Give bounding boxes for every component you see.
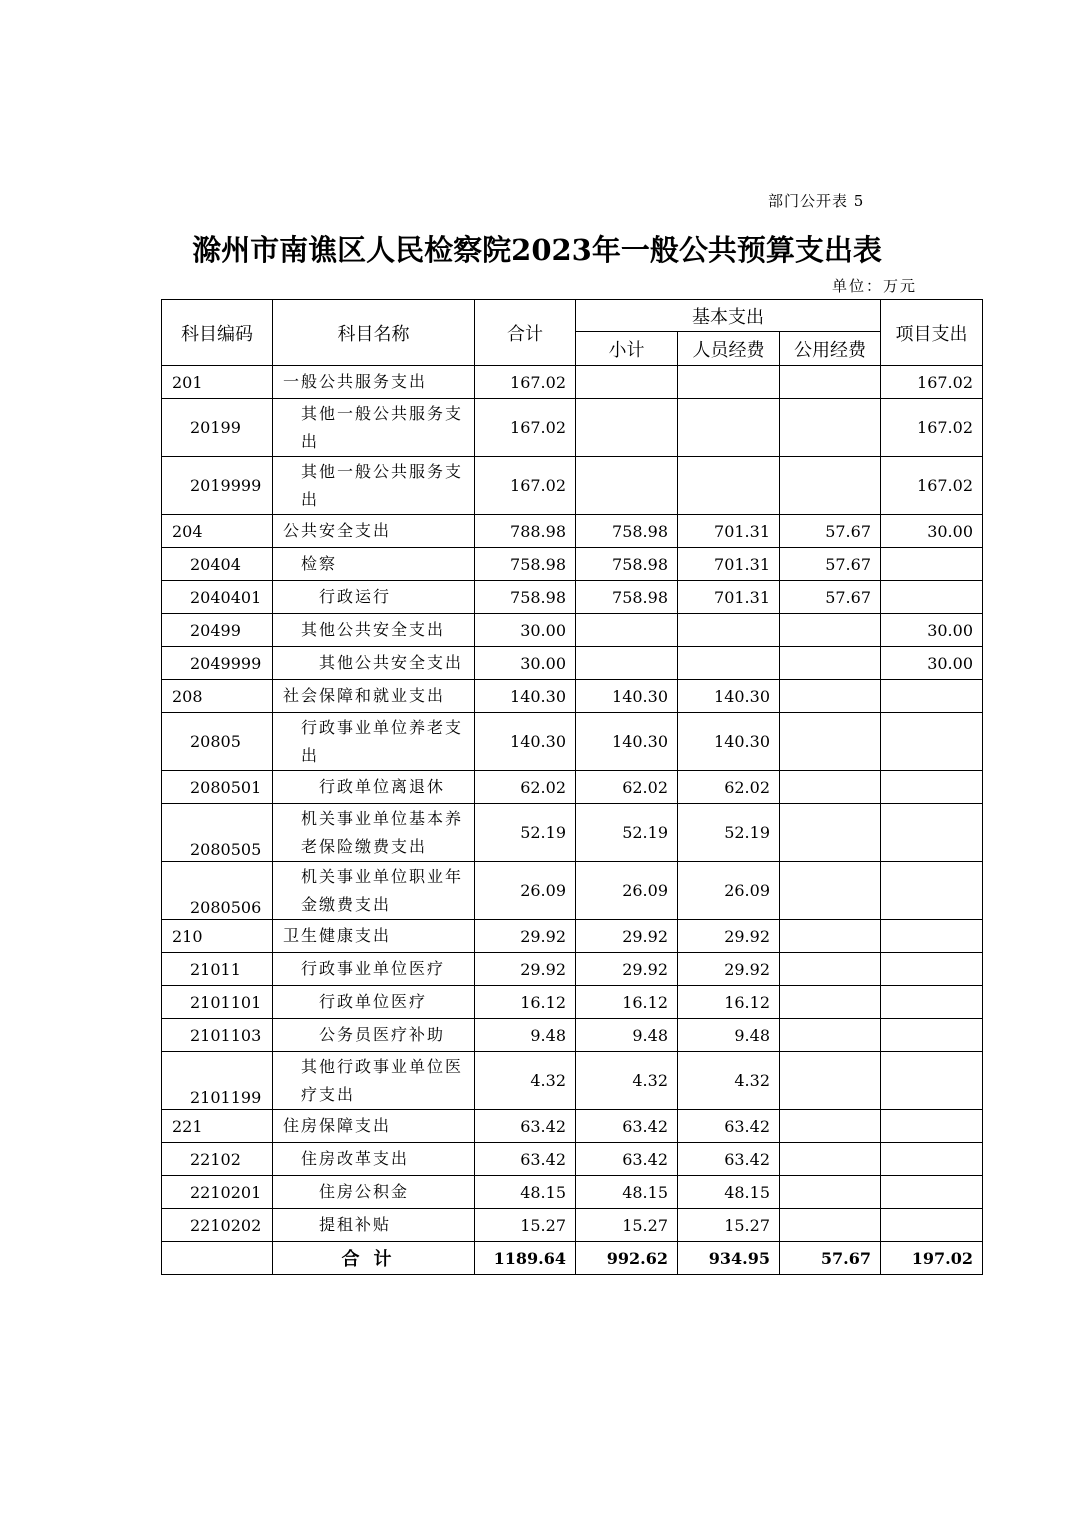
row-code: 2080505 bbox=[162, 804, 273, 862]
row-name: 机关事业单位职业年金缴费支出 bbox=[273, 862, 475, 920]
row-personnel: 29.92 bbox=[678, 953, 780, 986]
page-title: 滁州市南谯区人民检察院2023年一般公共预算支出表 bbox=[192, 233, 882, 267]
row-public bbox=[780, 1176, 881, 1209]
row-name: 行政运行 bbox=[273, 581, 475, 614]
row-personnel bbox=[678, 647, 780, 680]
table-row bbox=[162, 986, 983, 1019]
row-personnel: 63.42 bbox=[678, 1143, 780, 1176]
table-row bbox=[162, 581, 983, 614]
header-total: 合计 bbox=[475, 300, 576, 366]
row-public: 57.67 bbox=[780, 581, 881, 614]
row-personnel: 26.09 bbox=[678, 862, 780, 920]
row-total: 788.98 bbox=[475, 515, 576, 548]
row-personnel bbox=[678, 399, 780, 457]
row-personnel bbox=[678, 614, 780, 647]
row-code: 221 bbox=[162, 1110, 273, 1143]
row-personnel: 701.31 bbox=[678, 548, 780, 581]
row-total: 63.42 bbox=[475, 1110, 576, 1143]
row-project bbox=[881, 1143, 983, 1176]
row-total: 16.12 bbox=[475, 986, 576, 1019]
row-project bbox=[881, 1209, 983, 1242]
row-project bbox=[881, 953, 983, 986]
row-code: 2019999 bbox=[162, 457, 273, 515]
table-row bbox=[162, 1110, 983, 1143]
row-total: 15.27 bbox=[475, 1209, 576, 1242]
header-project: 项目支出 bbox=[881, 300, 983, 366]
row-project: 30.00 bbox=[881, 647, 983, 680]
header-personnel: 人员经费 bbox=[678, 332, 780, 366]
row-code: 21011 bbox=[162, 953, 273, 986]
row-subtotal: 9.48 bbox=[576, 1019, 678, 1052]
total-subtotal: 992.62 bbox=[576, 1242, 678, 1275]
row-name: 住房保障支出 bbox=[273, 1110, 475, 1143]
row-project bbox=[881, 548, 983, 581]
row-subtotal: 63.42 bbox=[576, 1143, 678, 1176]
row-name: 卫生健康支出 bbox=[273, 920, 475, 953]
row-project bbox=[881, 680, 983, 713]
row-personnel: 62.02 bbox=[678, 771, 780, 804]
row-personnel: 63.42 bbox=[678, 1110, 780, 1143]
row-project: 167.02 bbox=[881, 399, 983, 457]
row-project bbox=[881, 1019, 983, 1052]
row-code: 201 bbox=[162, 366, 273, 399]
row-personnel: 140.30 bbox=[678, 713, 780, 771]
row-code: 20805 bbox=[162, 713, 273, 771]
row-name: 公务员医疗补助 bbox=[273, 1019, 475, 1052]
row-project: 167.02 bbox=[881, 366, 983, 399]
table-row bbox=[162, 920, 983, 953]
row-total: 29.92 bbox=[475, 953, 576, 986]
row-project: 30.00 bbox=[881, 515, 983, 548]
table-row bbox=[162, 457, 983, 515]
row-subtotal: 140.30 bbox=[576, 713, 678, 771]
row-subtotal: 4.32 bbox=[576, 1052, 678, 1110]
row-public bbox=[780, 953, 881, 986]
row-project bbox=[881, 1052, 983, 1110]
table-row bbox=[162, 804, 983, 862]
row-total: 30.00 bbox=[475, 614, 576, 647]
row-total: 52.19 bbox=[475, 804, 576, 862]
unit-label: 单位：万元 bbox=[832, 277, 918, 295]
table-row bbox=[162, 399, 983, 457]
table-row bbox=[162, 680, 983, 713]
table-row bbox=[162, 1143, 983, 1176]
row-project bbox=[881, 920, 983, 953]
total-project: 197.02 bbox=[881, 1242, 983, 1275]
row-personnel: 15.27 bbox=[678, 1209, 780, 1242]
table-row bbox=[162, 713, 983, 771]
row-public bbox=[780, 862, 881, 920]
row-project bbox=[881, 862, 983, 920]
row-code: 20499 bbox=[162, 614, 273, 647]
row-code: 2101101 bbox=[162, 986, 273, 1019]
row-name: 公共安全支出 bbox=[273, 515, 475, 548]
row-subtotal: 758.98 bbox=[576, 548, 678, 581]
row-name: 行政单位医疗 bbox=[273, 986, 475, 1019]
row-name: 行政单位离退休 bbox=[273, 771, 475, 804]
header-basic-group: 基本支出 bbox=[576, 300, 881, 332]
row-public: 57.67 bbox=[780, 548, 881, 581]
row-public bbox=[780, 713, 881, 771]
row-subtotal: 26.09 bbox=[576, 862, 678, 920]
row-name: 一般公共服务支出 bbox=[273, 366, 475, 399]
row-name: 其他公共安全支出 bbox=[273, 614, 475, 647]
row-public bbox=[780, 1143, 881, 1176]
row-public bbox=[780, 1209, 881, 1242]
row-public bbox=[780, 366, 881, 399]
row-public bbox=[780, 614, 881, 647]
row-project bbox=[881, 713, 983, 771]
row-code: 2040401 bbox=[162, 581, 273, 614]
total-label: 合计 bbox=[273, 1242, 475, 1275]
row-code: 208 bbox=[162, 680, 273, 713]
table-row bbox=[162, 953, 983, 986]
row-public bbox=[780, 920, 881, 953]
total-code bbox=[162, 1242, 273, 1275]
row-personnel: 701.31 bbox=[678, 581, 780, 614]
row-total: 63.42 bbox=[475, 1143, 576, 1176]
row-total: 26.09 bbox=[475, 862, 576, 920]
header-name: 科目名称 bbox=[273, 300, 475, 366]
table-row bbox=[162, 647, 983, 680]
row-code: 22102 bbox=[162, 1143, 273, 1176]
row-code: 2210202 bbox=[162, 1209, 273, 1242]
table-row bbox=[162, 548, 983, 581]
header-code: 科目编码 bbox=[162, 300, 273, 366]
row-public bbox=[780, 680, 881, 713]
row-public bbox=[780, 804, 881, 862]
row-total: 758.98 bbox=[475, 581, 576, 614]
row-subtotal bbox=[576, 457, 678, 515]
row-public bbox=[780, 1052, 881, 1110]
row-name: 提租补贴 bbox=[273, 1209, 475, 1242]
table-row bbox=[162, 515, 983, 548]
row-public bbox=[780, 647, 881, 680]
row-name: 住房公积金 bbox=[273, 1176, 475, 1209]
row-total: 30.00 bbox=[475, 647, 576, 680]
row-personnel bbox=[678, 457, 780, 515]
table-row bbox=[162, 862, 983, 920]
row-personnel: 9.48 bbox=[678, 1019, 780, 1052]
row-project: 30.00 bbox=[881, 614, 983, 647]
row-subtotal bbox=[576, 399, 678, 457]
row-name: 其他行政事业单位医疗支出 bbox=[273, 1052, 475, 1110]
row-total: 167.02 bbox=[475, 399, 576, 457]
row-name: 机关事业单位基本养老保险缴费支出 bbox=[273, 804, 475, 862]
row-code: 2101199 bbox=[162, 1052, 273, 1110]
row-subtotal: 52.19 bbox=[576, 804, 678, 862]
row-public bbox=[780, 1110, 881, 1143]
row-total: 48.15 bbox=[475, 1176, 576, 1209]
row-total: 4.32 bbox=[475, 1052, 576, 1110]
row-code: 20199 bbox=[162, 399, 273, 457]
table-row bbox=[162, 1052, 983, 1110]
row-code: 2049999 bbox=[162, 647, 273, 680]
row-project bbox=[881, 771, 983, 804]
row-name: 行政事业单位医疗 bbox=[273, 953, 475, 986]
row-personnel: 29.92 bbox=[678, 920, 780, 953]
row-name: 行政事业单位养老支出 bbox=[273, 713, 475, 771]
row-public bbox=[780, 399, 881, 457]
row-code: 20404 bbox=[162, 548, 273, 581]
row-name: 其他公共安全支出 bbox=[273, 647, 475, 680]
row-total: 29.92 bbox=[475, 920, 576, 953]
row-public bbox=[780, 771, 881, 804]
total-total: 1189.64 bbox=[475, 1242, 576, 1275]
row-subtotal bbox=[576, 366, 678, 399]
row-code: 204 bbox=[162, 515, 273, 548]
row-project: 167.02 bbox=[881, 457, 983, 515]
table-row bbox=[162, 366, 983, 399]
row-code: 2080501 bbox=[162, 771, 273, 804]
row-subtotal bbox=[576, 647, 678, 680]
row-subtotal: 758.98 bbox=[576, 581, 678, 614]
row-personnel: 48.15 bbox=[678, 1176, 780, 1209]
row-subtotal: 758.98 bbox=[576, 515, 678, 548]
row-subtotal: 140.30 bbox=[576, 680, 678, 713]
row-public bbox=[780, 457, 881, 515]
row-subtotal: 15.27 bbox=[576, 1209, 678, 1242]
row-code: 2101103 bbox=[162, 1019, 273, 1052]
table-row bbox=[162, 1209, 983, 1242]
row-personnel: 16.12 bbox=[678, 986, 780, 1019]
row-public bbox=[780, 986, 881, 1019]
row-subtotal: 29.92 bbox=[576, 953, 678, 986]
row-code: 210 bbox=[162, 920, 273, 953]
row-project bbox=[881, 986, 983, 1019]
row-personnel: 140.30 bbox=[678, 680, 780, 713]
row-total: 167.02 bbox=[475, 366, 576, 399]
row-subtotal: 63.42 bbox=[576, 1110, 678, 1143]
total-public: 57.67 bbox=[780, 1242, 881, 1275]
row-personnel: 4.32 bbox=[678, 1052, 780, 1110]
form-number: 部门公开表 5 bbox=[768, 192, 865, 210]
table-row bbox=[162, 1176, 983, 1209]
row-project bbox=[881, 1176, 983, 1209]
row-name: 住房改革支出 bbox=[273, 1143, 475, 1176]
row-subtotal: 16.12 bbox=[576, 986, 678, 1019]
row-total: 167.02 bbox=[475, 457, 576, 515]
row-name: 其他一般公共服务支出 bbox=[273, 399, 475, 457]
row-project bbox=[881, 804, 983, 862]
row-personnel bbox=[678, 366, 780, 399]
row-personnel: 701.31 bbox=[678, 515, 780, 548]
total-row bbox=[162, 1242, 983, 1275]
row-total: 9.48 bbox=[475, 1019, 576, 1052]
row-subtotal bbox=[576, 614, 678, 647]
row-total: 140.30 bbox=[475, 713, 576, 771]
row-total: 758.98 bbox=[475, 548, 576, 581]
total-personnel: 934.95 bbox=[678, 1242, 780, 1275]
row-subtotal: 62.02 bbox=[576, 771, 678, 804]
budget-table bbox=[161, 299, 983, 1275]
header-subtotal: 小计 bbox=[576, 332, 678, 366]
table-body bbox=[162, 366, 983, 1242]
row-name: 检察 bbox=[273, 548, 475, 581]
row-total: 62.02 bbox=[475, 771, 576, 804]
row-total: 140.30 bbox=[475, 680, 576, 713]
row-project bbox=[881, 581, 983, 614]
row-public bbox=[780, 1019, 881, 1052]
row-code: 2210201 bbox=[162, 1176, 273, 1209]
row-name: 其他一般公共服务支出 bbox=[273, 457, 475, 515]
header-public: 公用经费 bbox=[780, 332, 881, 366]
table-row bbox=[162, 1019, 983, 1052]
table-row bbox=[162, 771, 983, 804]
table-row bbox=[162, 614, 983, 647]
row-code: 2080506 bbox=[162, 862, 273, 920]
row-personnel: 52.19 bbox=[678, 804, 780, 862]
row-subtotal: 48.15 bbox=[576, 1176, 678, 1209]
row-public: 57.67 bbox=[780, 515, 881, 548]
row-subtotal: 29.92 bbox=[576, 920, 678, 953]
row-project bbox=[881, 1110, 983, 1143]
row-name: 社会保障和就业支出 bbox=[273, 680, 475, 713]
